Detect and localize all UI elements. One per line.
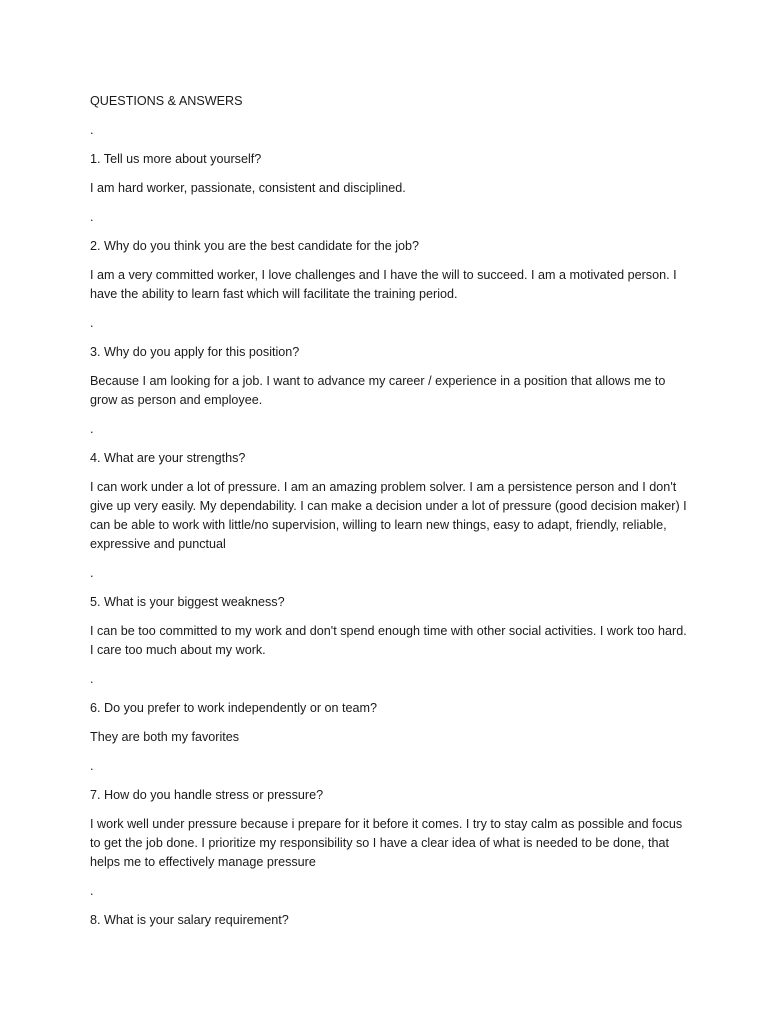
- question-1: 1. Tell us more about yourself?: [90, 152, 262, 166]
- question-5: 5. What is your biggest weakness?: [90, 595, 285, 609]
- separator-dot: .: [90, 672, 94, 686]
- answer-2: I am a very committed worker, I love challenges and I have the will to succeed. I am a motivated person. I have the ability to learn fast which will facilitate the training period.: [90, 268, 677, 301]
- answer-1: I am hard worker, passionate, consistent and disciplined.: [90, 181, 406, 195]
- answer-3: Because I am looking for a job. I want to advance my career / experience in a position that allows me to grow as person and employee.: [90, 374, 666, 407]
- separator-dot: .: [90, 566, 94, 580]
- answer-5: I can be too committed to my work and don't spend enough time with other social activities. I work too hard. I care too much about my work.: [90, 624, 687, 657]
- question-2: 2. Why do you think you are the best candidate for the job?: [90, 239, 420, 253]
- separator-dot: .: [90, 884, 94, 898]
- answer-7: I work well under pressure because i prepare for it before it comes. I try to stay calm as possible and focus to get the job done. I prioritize my responsibility so I have a clear idea of what is needed to be done, that helps me to effectively manage pressure: [90, 817, 683, 869]
- separator-dot: .: [90, 123, 94, 137]
- answer-4: I can work under a lot of pressure. I am an amazing problem solver. I am a persistence person and I don't give up very easily. My dependability. I can make a decision under a lot of pressure (good decision maker) I can be able to work with little/no supervision, willing to learn new things, easy to adapt, friendly, reliable, expressive and punctual: [90, 480, 687, 551]
- question-3: 3. Why do you apply for this position?: [90, 345, 300, 359]
- separator-dot: .: [90, 210, 94, 224]
- separator-dot: .: [90, 759, 94, 773]
- separator-dot: .: [90, 316, 94, 330]
- document-title: QUESTIONS & ANSWERS: [90, 94, 243, 108]
- answer-6: They are both my favorites: [90, 730, 240, 744]
- separator-dot: .: [90, 422, 94, 436]
- question-4: 4. What are your strengths?: [90, 451, 246, 465]
- document-page: [90, 92, 690, 930]
- question-6: 6. Do you prefer to work independently or on team?: [90, 701, 378, 715]
- question-7: 7. How do you handle stress or pressure?: [90, 788, 324, 802]
- question-8: 8. What is your salary requirement?: [90, 913, 289, 927]
